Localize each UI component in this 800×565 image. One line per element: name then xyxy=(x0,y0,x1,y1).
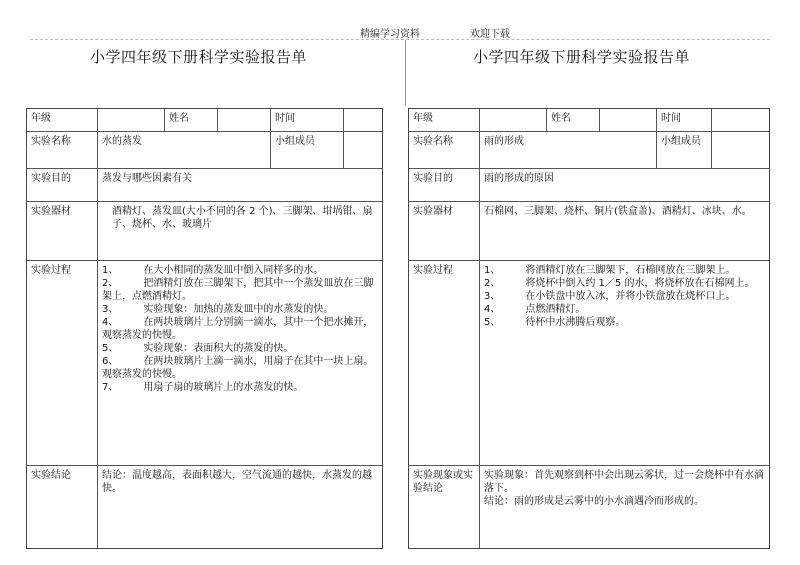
grade-value[interactable] xyxy=(97,109,164,131)
name-label: 姓名 xyxy=(546,109,599,131)
materials-label: 实验器材 xyxy=(31,206,71,217)
process-step: 1、 在大小相同的蒸发皿中倒入同样多的水。 xyxy=(102,265,324,276)
process-step: 4、 点燃酒精灯。 xyxy=(484,304,586,315)
process-step: 5、 实验现象：表面积大的蒸发的快。 xyxy=(102,343,294,354)
process-step: 6、 在两块玻璃片上滴一滴水，用扇子在其中一块上扇。观察蒸发的快慢。 xyxy=(102,356,374,380)
purpose-value: 蒸发与哪些因素有关 xyxy=(97,169,382,201)
group-members-value[interactable] xyxy=(343,132,382,168)
right-report-title: 小学四年级下册科学实验报告单 xyxy=(473,48,691,66)
process-steps xyxy=(97,261,382,465)
row-experiment-name xyxy=(27,132,382,169)
process-steps xyxy=(479,261,769,465)
process-step: 2、 把酒精灯放在三脚架下，把其中一个蒸发皿放在三脚架上，点燃酒精灯。 xyxy=(102,278,374,302)
process-label: 实验过程 xyxy=(31,265,71,276)
process-step: 4、 在两块玻璃片上分别滴一滴水，其中一个把水摊开，观察蒸发的快慢。 xyxy=(102,317,374,341)
row-materials xyxy=(409,202,769,261)
process-step: 5、 待杯中水沸腾后观察。 xyxy=(484,317,626,328)
experiment-name-label: 实验名称 xyxy=(31,136,71,147)
row-purpose xyxy=(27,169,382,202)
materials-cell xyxy=(97,202,382,260)
left-report-table xyxy=(26,108,383,549)
purpose-label: 实验目的 xyxy=(413,173,453,184)
grade-value[interactable] xyxy=(479,109,546,131)
header-rule xyxy=(30,39,770,40)
conclusion-value xyxy=(97,466,382,548)
name-label: 姓名 xyxy=(164,109,217,131)
column-divider xyxy=(405,40,406,106)
materials-label: 实验器材 xyxy=(413,206,453,217)
row-process xyxy=(409,261,769,466)
conclusion-value xyxy=(479,466,769,548)
group-members-label: 小组成员 xyxy=(270,132,343,168)
materials-value: 石棉网、三脚架、烧杯、铜片(铁盒盖)、酒精灯、冰块、水。 xyxy=(484,206,752,217)
time-label: 时间 xyxy=(270,109,343,131)
grade-label: 年级 xyxy=(31,113,51,124)
purpose-value: 雨的形成的原因 xyxy=(479,169,769,201)
row-purpose xyxy=(409,169,769,202)
name-value[interactable] xyxy=(217,109,270,131)
process-step: 3、 在小铁盘中放入冰，并将小铁盘放在烧杯口上。 xyxy=(484,291,736,302)
row-header-info xyxy=(27,109,382,132)
process-step: 1、 将酒精灯放在三脚架下，石棉网放在三脚架上。 xyxy=(484,265,736,276)
row-experiment-name xyxy=(409,132,769,169)
header-left-text: 精编学习资料 xyxy=(360,29,420,40)
group-members-value[interactable] xyxy=(711,132,769,168)
grade-label: 年级 xyxy=(413,113,433,124)
row-process xyxy=(27,261,382,466)
header-right-text: 欢迎下载 xyxy=(470,29,510,40)
conclusion-line: 实验现象：首先观察到杯中会出现云雾状，过一会烧杯中有水滴落下。 xyxy=(484,470,764,494)
process-step: 3、 实验现象：加热的蒸发皿中的水蒸发的快。 xyxy=(102,304,334,315)
left-report-title: 小学四年级下册科学实验报告单 xyxy=(90,48,308,66)
process-step: 2、 将烧杯中倒入约 1／5 的水，将烧杯放在石棉网上。 xyxy=(484,278,755,289)
conclusion-label: 实验现象或实验结论 xyxy=(413,470,473,494)
row-conclusion xyxy=(27,466,382,548)
row-materials xyxy=(27,202,382,261)
conclusion-label: 实验结论 xyxy=(31,470,71,481)
right-report-table xyxy=(408,108,770,549)
process-step: 7、 用扇子扇的玻璃片上的水蒸发的快。 xyxy=(102,382,304,393)
time-value[interactable] xyxy=(711,109,769,131)
page-header xyxy=(0,0,800,40)
conclusion-line: 结论：雨的形成是云雾中的小水滴遇冷而形成的。 xyxy=(484,496,704,507)
experiment-name-value: 雨的形成 xyxy=(479,132,656,168)
materials-value: 酒精灯、蒸发皿(大小不同的各 2 个)、三脚架、坩埚钳、扇子、烧杯、水、玻璃片 xyxy=(112,206,373,230)
row-conclusion xyxy=(409,466,769,548)
process-label: 实验过程 xyxy=(413,265,453,276)
time-label: 时间 xyxy=(656,109,711,131)
row-header-info xyxy=(409,109,769,132)
experiment-name-value: 水的蒸发 xyxy=(97,132,270,168)
materials-cell xyxy=(479,202,769,260)
conclusion-line: 结论：温度越高，表面积越大，空气流通的越快，水蒸发的越快。 xyxy=(102,470,372,494)
purpose-label: 实验目的 xyxy=(31,173,71,184)
name-value[interactable] xyxy=(599,109,656,131)
time-value[interactable] xyxy=(343,109,382,131)
experiment-name-label: 实验名称 xyxy=(413,136,453,147)
group-members-label: 小组成员 xyxy=(656,132,711,168)
